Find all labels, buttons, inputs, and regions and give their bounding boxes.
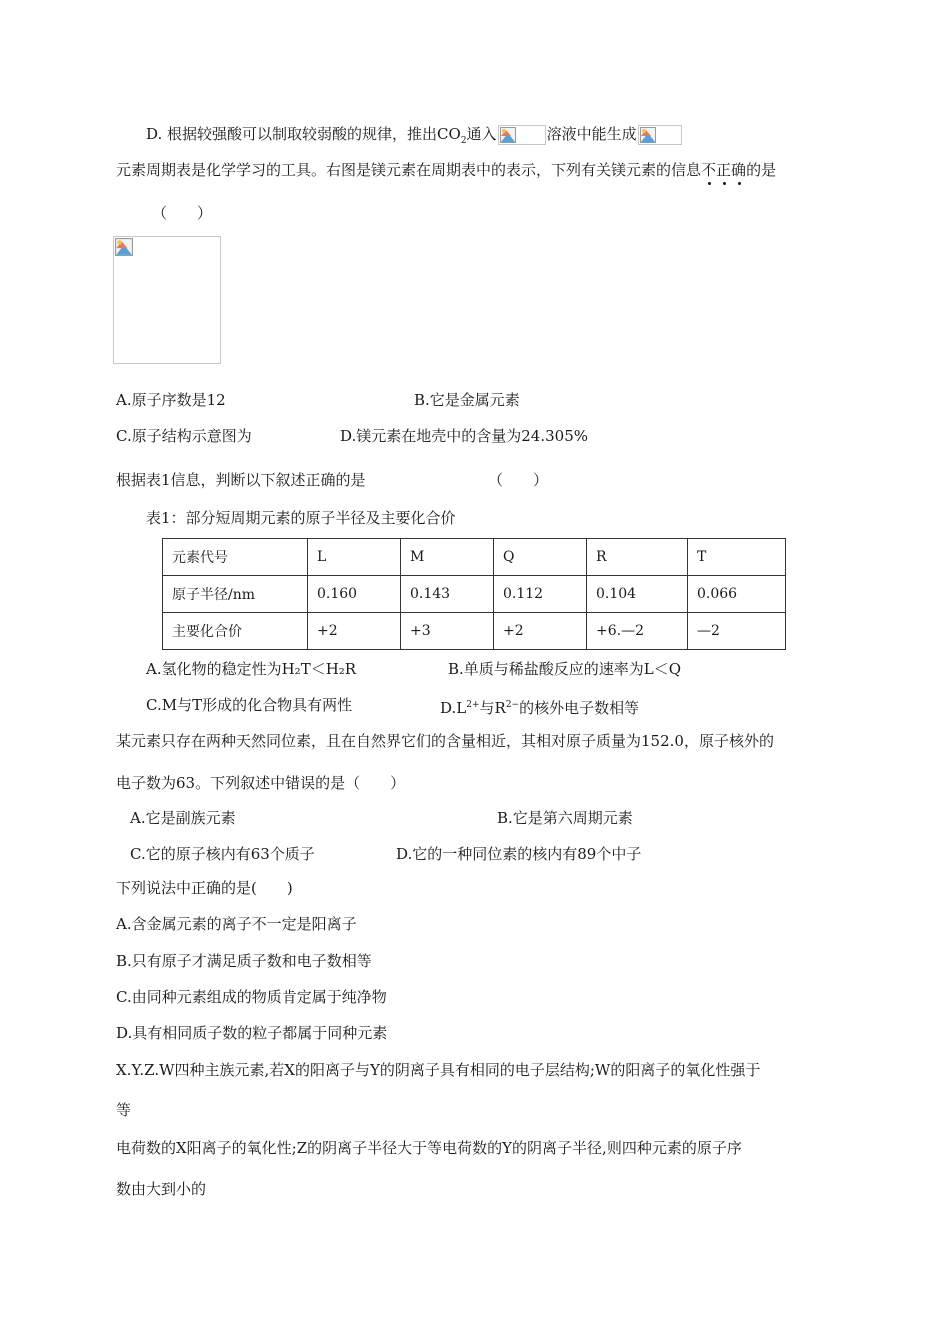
co2-subscript: 2 <box>460 136 467 146</box>
q2-option-b: B.单质与稀盐酸反应的速率为L＜Q <box>448 660 682 678</box>
prev-option-d-prefix: D. 根据较强酸可以制取较弱酸的规律，推出CO <box>146 125 461 143</box>
charge-superscript: 2− <box>505 700 520 710</box>
table-cell: 0.104 <box>587 576 688 613</box>
table-cell: +6.—2 <box>587 613 688 650</box>
prev-option-d-mid: 通入 <box>466 125 497 143</box>
table-cell: 0.143 <box>401 576 494 613</box>
magnesium-figure-placeholder <box>113 236 221 364</box>
table-cell: 0.160 <box>308 576 401 613</box>
q5-line4: 数由大到小的 <box>116 1180 207 1198</box>
q2-option-d-pre: D.L <box>440 699 467 717</box>
table-cell: L <box>308 539 401 576</box>
prev-option-d <box>146 124 683 151</box>
table-cell: —2 <box>688 613 786 650</box>
q2-option-d-post: 的核外电子数相等 <box>519 699 640 717</box>
q1-stem-text: 元素周期表是化学学习的工具。右图是镁元素在周期表中的表示，下列有关镁元素的信息 <box>116 161 702 179</box>
element-table <box>162 538 786 650</box>
table-cell: Q <box>494 539 587 576</box>
table-cell: 原子半径/nm <box>163 576 308 613</box>
q1-stem-tail: 的是 <box>746 161 777 179</box>
q2-stem: 根据表1信息，判断以下叙述正确的是 <box>116 471 366 489</box>
q2-option-a: A.氢化物的稳定性为H₂T＜H₂R <box>146 660 357 678</box>
q3-stem-line2: 电子数为63。下列叙述中错误的是（ ） <box>116 774 406 792</box>
q1-stem <box>116 160 776 180</box>
emphasis-char: 正 <box>716 161 732 179</box>
q4-option-d: D.具有相同质子数的粒子都属于同种元素 <box>116 1024 388 1042</box>
table-cell: R <box>587 539 688 576</box>
table-row <box>163 576 786 613</box>
charge-superscript: 2+ <box>466 700 480 710</box>
table-row <box>163 613 786 650</box>
q2-answer-paren: （ ） <box>488 471 549 489</box>
q4-stem: 下列说法中正确的是( ) <box>116 879 293 897</box>
q3-option-d: D.它的一种同位素的核内有89个中子 <box>396 845 642 863</box>
q1-answer-paren: （ ） <box>152 204 213 222</box>
table-cell: 0.066 <box>688 576 786 613</box>
table-cell: +3 <box>401 613 494 650</box>
broken-image-icon <box>498 125 546 145</box>
q3-option-b: B.它是第六周期元素 <box>497 809 633 827</box>
table-cell: 0.112 <box>494 576 587 613</box>
q5-line2: 等 <box>116 1101 132 1119</box>
q1-option-b: B.它是金属元素 <box>414 391 520 409</box>
q1-option-a: A.原子序数是12 <box>116 391 226 409</box>
table-cell: T <box>688 539 786 576</box>
q4-option-b: B.只有原子才满足质子数和电子数相等 <box>116 952 372 970</box>
q1-option-c: C.原子结构示意图为 <box>116 427 252 445</box>
emphasis-char: 确 <box>731 161 747 179</box>
q4-option-c: C.由同种元素组成的物质肯定属于纯净物 <box>116 988 387 1006</box>
q1-option-d: D.镁元素在地壳中的含量为24.305% <box>340 427 588 445</box>
table-cell: 元素代号 <box>163 539 308 576</box>
q2-option-d <box>440 695 639 718</box>
table-caption: 表1：部分短周期元素的原子半径及主要化合价 <box>146 509 456 527</box>
q5-line3: 电荷数的X阳离子的氧化性;Z的阴离子半径大于等电荷数的Y的阴离子半径,则四种元素的原子序 <box>116 1139 742 1157</box>
q5-line1: X.Y.Z.W四种主族元素,若X的阳离子与Y的阴离子具有相同的电子层结构;W的阳离子的氧化性强于 <box>116 1061 761 1079</box>
q3-option-a: A.它是副族元素 <box>130 809 236 827</box>
table-cell: +2 <box>494 613 587 650</box>
prev-option-d-after: 溶液中能生成 <box>546 125 637 143</box>
table-cell: 主要化合价 <box>163 613 308 650</box>
broken-image-icon <box>638 125 682 145</box>
q4-option-a: A.含金属元素的离子不一定是阳离子 <box>116 915 357 933</box>
emphasis-char: 不 <box>701 161 717 179</box>
q3-stem-line1: 某元素只存在两种天然同位素，且在自然界它们的含量相近，其相对原子质量为152.0，原子核外的 <box>116 732 774 750</box>
table-cell: M <box>401 539 494 576</box>
q2-option-c: C.M与T形成的化合物具有两性 <box>146 696 353 714</box>
q3-option-c: C.它的原子核内有63个质子 <box>130 845 315 863</box>
table-cell: +2 <box>308 613 401 650</box>
table-header-row <box>163 539 786 576</box>
broken-image-icon <box>115 238 133 256</box>
q2-option-d-mid: 与R <box>479 699 506 717</box>
